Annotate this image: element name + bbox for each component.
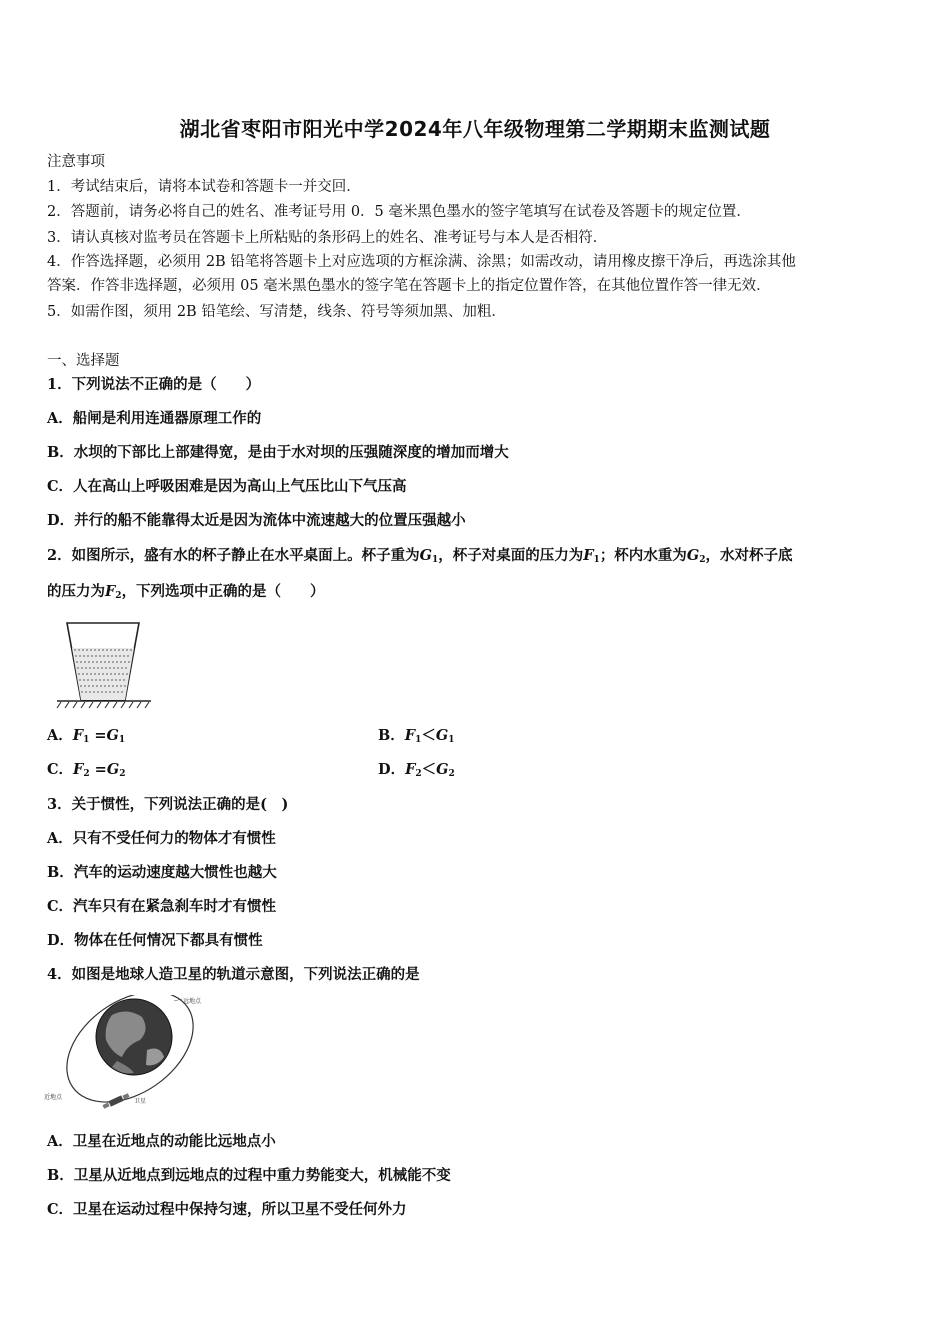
- q4-stem: 4．如图是地球人造卫星的轨道示意图，下列说法正确的是: [47, 966, 420, 983]
- q3-option-a: A．只有不受任何力的物体才有惯性: [47, 830, 276, 847]
- q1-option-d: D．并行的船不能靠得太近是因为流体中流速越大的位置压强越小: [47, 512, 466, 529]
- notice-item-4-cont: 答案．作答非选择题，必须用 05 毫米黑色墨水的签字笔在答题卡上的指定位置作答，在其他位置作答一律无效．: [47, 278, 771, 294]
- q2-option-a: A．$F_1 =G_1$: [47, 727, 126, 745]
- q2-stem-line1: 2．如图所示，盛有水的杯子静止在水平桌面上。杯子重为$G_1$，杯子对桌面的压力为$F_1$；杯内水重为$G_2$，水对杯子底: [47, 547, 793, 565]
- section-heading: 一、选择题: [47, 353, 120, 369]
- q4-option-a: A．卫星在近地点的动能比远地点小: [47, 1133, 276, 1150]
- q4-option-c: C．卫星在运动过程中保持匀速，所以卫星不受任何外力: [47, 1201, 407, 1218]
- notice-item-4: 4．作答选择题，必须用 2B 铅笔将答题卡上对应选项的方框涂满、涂黑；如需改动，请用橡皮擦干净后，再选涂其他: [47, 254, 796, 270]
- page-title: 湖北省枣阳市阳光中学2024年八年级物理第二学期期末监测试题: [179, 117, 771, 141]
- q2-option-d: D．$F_2<G_2$: [378, 761, 455, 779]
- q2-option-b: B．$F_1<G_1$: [378, 727, 455, 745]
- q1-stem: 1．下列说法不正确的是（ ）: [47, 376, 261, 393]
- notice-item-5: 5．如需作图，须用 2B 铅笔绘、写清楚，线条、符号等须加黑、加粗．: [47, 304, 506, 320]
- notice-item-2: 2．答题前，请务必将自己的姓名、准考证号用 0．5 毫米黑色墨水的签字笔填写在试卷及答题卡的规定位置．: [47, 204, 751, 220]
- notice-heading: 注意事项: [47, 154, 105, 170]
- perigee-label: 近地点: [44, 1094, 63, 1101]
- notice-item-1: 1．考试结束后，请将本试卷和答题卡一并交回．: [47, 179, 361, 195]
- apogee-label: 远地点: [183, 998, 202, 1005]
- cup-on-table-figure: [55, 618, 155, 713]
- q1-option-a: A．船闸是利用连通器原理工作的: [47, 410, 262, 427]
- satellite-orbit-figure: [42, 995, 212, 1110]
- q2-stem-line2: 的压力为$F_2$，下列选项中正确的是（ ）: [47, 583, 325, 601]
- notice-item-3: 3．请认真核对监考员在答题卡上所粘贴的条形码上的姓名、准考证号与本人是否相符．: [47, 230, 608, 246]
- q1-option-b: B．水坝的下部比上部建得宽，是由于水对坝的压强随深度的增加而增大: [47, 444, 509, 461]
- q4-option-b: B．卫星从近地点到远地点的过程中重力势能变大，机械能不变: [47, 1167, 451, 1184]
- q3-option-b: B．汽车的运动速度越大惯性也越大: [47, 864, 277, 881]
- q3-option-d: D．物体在任何情况下都具有惯性: [47, 932, 263, 949]
- q1-option-c: C．人在高山上呼吸困难是因为高山上气压比山下气压高: [47, 478, 407, 495]
- q3-stem: 3．关于惯性，下列说法正确的是( ): [47, 796, 289, 813]
- q3-option-c: C．汽车只有在紧急刹车时才有惯性: [47, 898, 277, 915]
- satellite-label: 卫星: [134, 1098, 147, 1105]
- q2-option-c: C．$F_2 =G_2$: [47, 761, 126, 779]
